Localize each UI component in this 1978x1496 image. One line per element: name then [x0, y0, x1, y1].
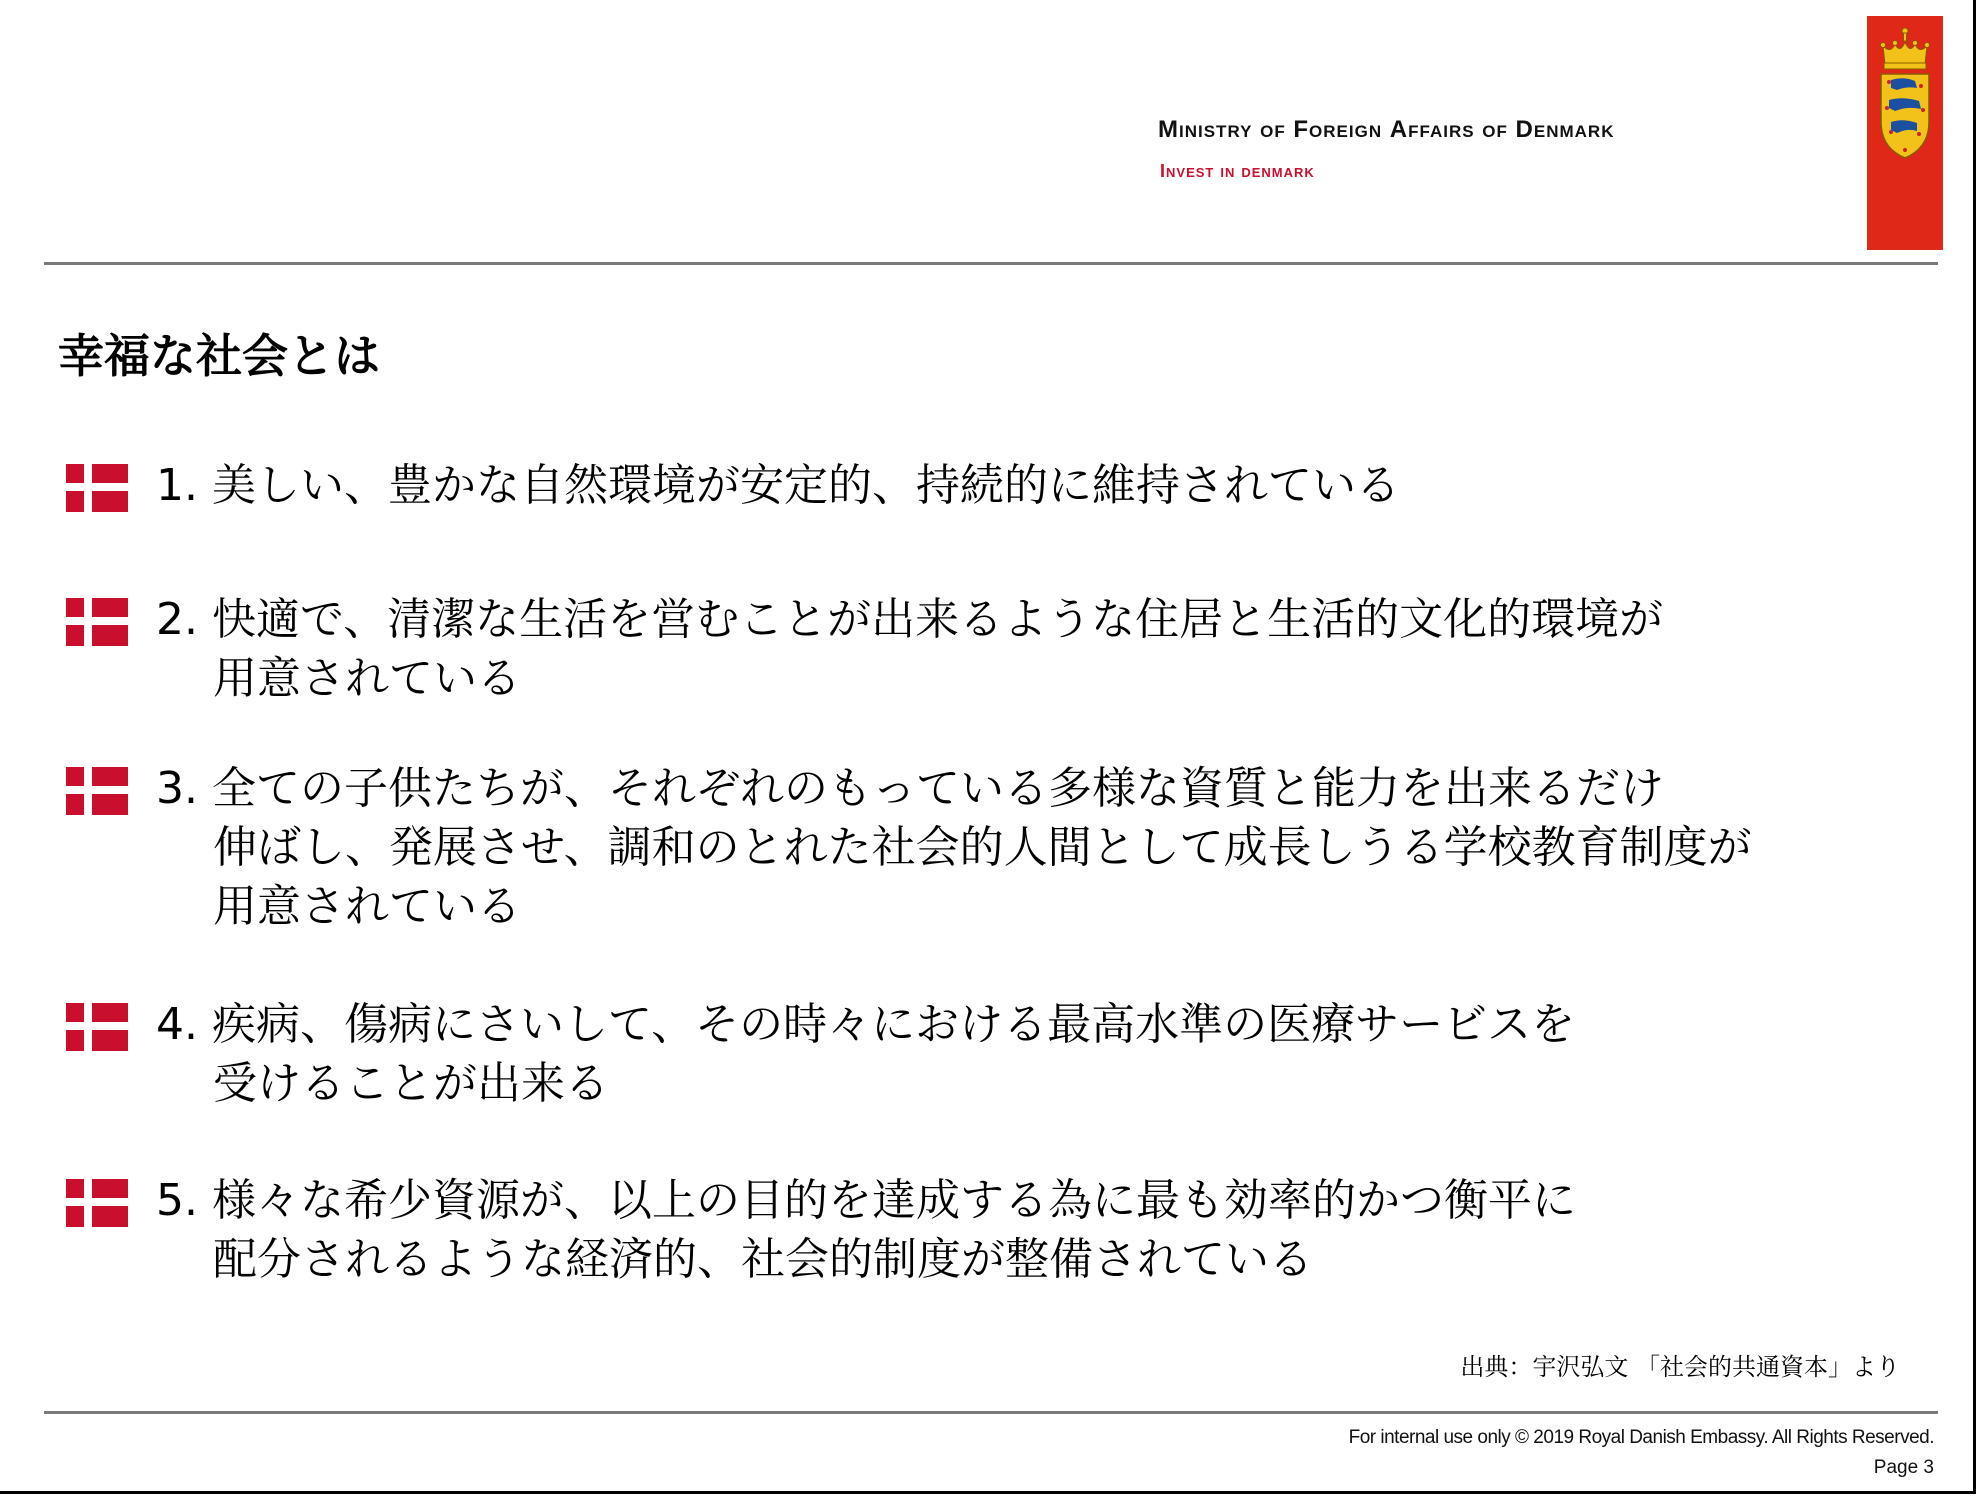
item-line: 快適で、清潔な生活を営むことが出来るような住居と生活的文化的環境が	[211, 594, 1664, 645]
item-line: 用意されている	[213, 653, 521, 704]
item-line: 伸ばし、発展させ、調和のとれた社会的人間として成長しうる学校教育制度が	[213, 822, 1752, 873]
item-line: 用意されている	[213, 881, 521, 932]
danish-flag-icon	[66, 1003, 128, 1051]
header-divider	[44, 262, 1938, 265]
footer-divider	[44, 1411, 1938, 1414]
invest-in-denmark-label: Invest in denmark	[1160, 161, 1315, 181]
danish-flag-icon	[66, 1179, 128, 1227]
list-item-text	[156, 759, 1752, 936]
danish-flag-icon	[66, 598, 128, 646]
list-item-text	[156, 1171, 1576, 1289]
page-number: Page 3	[1873, 1457, 1934, 1478]
list-item-text	[156, 590, 1663, 708]
list-item-text	[156, 456, 1400, 515]
danish-flag-icon	[66, 767, 128, 815]
item-line: 配分されるような経済的、社会的制度が整備されている	[213, 1234, 1313, 1285]
source-citation: 出典：宇沢弘文 「社会的共通資本」より	[1460, 1353, 1900, 1381]
ministry-name: Ministry of Foreign Affairs of Denmark	[1158, 116, 1615, 143]
crest-banner	[1867, 16, 1943, 250]
item-line: 様々な希少資源が、以上の目的を達成する為に最も効率的かつ衡平に	[211, 1175, 1576, 1226]
slide-title: 幸福な社会とは	[58, 329, 380, 383]
danish-coat-of-arms-icon	[1875, 26, 1935, 160]
list-item-text	[156, 995, 1575, 1113]
item-number: 3.	[156, 763, 198, 814]
item-number: 4.	[156, 999, 198, 1050]
danish-flag-icon	[66, 464, 128, 512]
item-number: 5.	[156, 1175, 198, 1226]
item-line: 美しい、豊かな自然環境が安定的、持続的に維持されている	[211, 460, 1400, 511]
item-line: 全ての子供たちが、それぞれのもっている多様な資質と能力を出来るだけ	[211, 763, 1664, 814]
item-line: 疾病、傷病にさいして、その時々における最高水準の医療サービスを	[211, 999, 1576, 1050]
item-number: 2.	[156, 594, 198, 645]
item-line: 受けることが出来る	[213, 1058, 609, 1109]
copyright-notice: For internal use only © 2019 Royal Danish Embassy. All Rights Reserved.	[1348, 1427, 1934, 1448]
item-number: 1.	[156, 460, 198, 511]
